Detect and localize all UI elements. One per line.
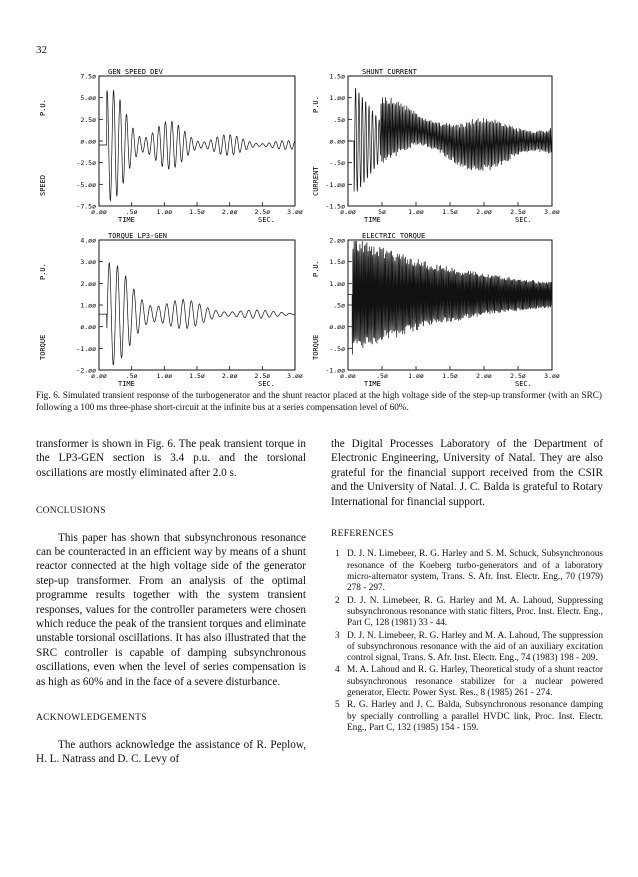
- signal-trace: [348, 88, 552, 192]
- y-tick-label: -2.øø: [76, 366, 96, 375]
- x-tick-label: ø.øø: [91, 208, 107, 216]
- reference-text: D. J. N. Limebeer, R. G. Harley and M. A. Lahoud, The suppression of subsynchronous resonance with the aid of an auxiliary excitation control signal, Trans. S. Afr. Inst. Electr. Eng., 74 (1983) 198 - 209.: [347, 630, 603, 664]
- ylabel-top: P.U.: [312, 96, 320, 113]
- conclusions-heading: CONCLUSIONS: [36, 506, 106, 517]
- plot-shunt-current-svg: [310, 68, 602, 223]
- x-tick-label: 2.5ø: [254, 208, 271, 216]
- x-ticks: [340, 366, 560, 380]
- reference-number: 3: [335, 630, 340, 641]
- plot-gen-speed-dev-svg: [36, 68, 306, 223]
- y-tick-label: ø.øø: [80, 137, 96, 146]
- intro-paragraph: transformer is shown in Fig. 6. The peak transient torque in the LP3-GEN section is 3.4 p.u. and the torsional oscillations are mostly eliminated after 2.0 s.: [36, 438, 306, 479]
- reference-text: D. J. N. Limebeer, R. G. Harley and M. A. Lahoud, Suppressing subsynchronous resonance with static filters, Proc. Inst. Electr. Eng., Part C, 128 (1981) 33 - 44.: [347, 595, 603, 629]
- xlabel-sec: SEC.: [515, 380, 532, 388]
- plot-title: ELECTRIC TORQUE: [362, 232, 426, 240]
- x-tick-label: 1.5ø: [189, 372, 205, 380]
- x-tick-label: 2.øø: [476, 372, 492, 380]
- ylabel-bottom: SPEED: [39, 174, 47, 196]
- plot-shunt-current: [310, 68, 602, 223]
- signal-trace: [99, 263, 295, 365]
- x-tick-label: ø.øø: [340, 372, 356, 380]
- x-tick-label: 2.øø: [221, 208, 238, 216]
- ylabel-top: P.U.: [39, 263, 47, 280]
- y-tick-label: -1.øø: [325, 366, 345, 375]
- reference-number: 1: [335, 549, 340, 560]
- y-tick-label: 3.øø: [80, 258, 96, 267]
- x-tick-label: 1.øø: [156, 208, 173, 216]
- ylabel-bottom: TORQUE: [39, 334, 47, 360]
- x-tick-label: 2.øø: [476, 208, 492, 216]
- left-column: [36, 437, 306, 766]
- reference-text: R. G. Harley and J. C. Balda, Subsynchronous resonance damping by specially controlling a parallel HVDC link, Proc. Inst. Electr. Eng., Part C, 132 (1985) 154 - 159.: [347, 700, 603, 733]
- plot-gen-speed-dev: [36, 68, 306, 223]
- reference-item: [331, 549, 603, 594]
- signal-trace: [99, 91, 295, 201]
- x-tick-label: 1.øø: [156, 372, 173, 380]
- reference-number: 2: [335, 595, 340, 606]
- reference-number: 5: [335, 700, 340, 711]
- plot-torque-lp3-gen-svg: [36, 232, 306, 387]
- y-tick-label: ø.øø: [329, 137, 345, 146]
- right-column: [331, 437, 603, 735]
- reference-item: [331, 665, 603, 699]
- x-tick-label: 2.5ø: [254, 372, 271, 380]
- y-tick-label: ø.øø: [80, 323, 96, 332]
- plot-frame: [99, 240, 295, 370]
- y-tick-label: 2.øø: [80, 279, 96, 288]
- x-tick-label: 2.øø: [221, 372, 238, 380]
- y-tick-label: -7.5ø: [76, 202, 96, 211]
- plot-title: SHUNT CURRENT: [362, 68, 417, 76]
- x-tick-label: 1.5ø: [442, 372, 458, 380]
- x-tick-label: .5ø: [376, 372, 388, 380]
- reference-number: 4: [335, 665, 340, 676]
- reference-item: [331, 631, 603, 665]
- references-heading: REFERENCES: [331, 529, 394, 540]
- xlabel-time: TIME: [364, 216, 381, 224]
- y-tick-label: -.5ø: [329, 159, 345, 168]
- xlabel-sec: SEC.: [258, 380, 275, 388]
- ylabel-top: P.U.: [39, 99, 47, 116]
- x-tick-label: 5ø: [378, 208, 386, 216]
- y-tick-label: 4.øø: [80, 236, 96, 245]
- xlabel-time: TIME: [364, 380, 381, 388]
- y-tick-label: 1.5ø: [329, 72, 345, 81]
- reference-text: M. A. Lahoud and R. G. Harley, Theoretical study of a shunt reactor subsynchronous resonance stabilizer for a nuclear powered generator, Electr. Power Syst. Res., 8 (1985) 261 - 274.: [347, 665, 603, 698]
- page-number: 32: [36, 44, 47, 56]
- x-tick-label: 1.øø: [408, 372, 424, 380]
- x-tick-label: 2.5ø: [510, 372, 526, 380]
- ylabel-bottom: TORQUE: [312, 334, 320, 360]
- xlabel-time: TIME: [118, 380, 135, 388]
- x-tick-label: .5ø: [125, 208, 138, 216]
- y-tick-label: -2.5ø: [76, 159, 96, 168]
- xlabel-sec: SEC.: [258, 216, 275, 224]
- reference-text: D. J. N. Limebeer, R. G. Harley and S. M. Schuck, Subsynchronous resonance of the Koeberg turbo-generators and of a laboratory micro-alternator system, Trans. S. Afr. Inst. Electr. Eng., 70 (1979) 278 - 297.: [347, 549, 603, 594]
- x-tick-label: 3.øø: [544, 208, 560, 216]
- y-tick-label: 1.5ø: [329, 258, 345, 267]
- y-tick-label: 2.øø: [329, 236, 345, 245]
- xlabel-sec: SEC.: [515, 216, 532, 224]
- x-tick-label: 1.øø: [408, 208, 424, 216]
- references-list: [331, 549, 603, 734]
- reference-item: [331, 596, 603, 630]
- acknowledgements-paragraph: The authors acknowledge the assistance of R. Peplow, H. L. Natrass and D. C. Levy of: [36, 738, 306, 765]
- acknowledgements-continued: the Digital Processes Laboratory of the Department of Electronic Engineering, University of Natal. They are also grateful for the financial support received from the CSIR and the University of Natal. J. C. Balda is grateful to Rotary International for financial support.: [331, 438, 603, 508]
- x-tick-label: 1.5ø: [189, 208, 205, 216]
- figure-caption: Fig. 6. Simulated transient response of the turbogenerator and the shunt reactor placed at the high voltage side of the step-up transformer (with an SRC) following a 100 ms three-phase short-circuit at the infinite bus at a series compensation level of 60%.: [36, 390, 602, 412]
- x-tick-label: .5ø: [125, 372, 138, 380]
- plot-torque-lp3-gen: [36, 232, 306, 387]
- plot-title: GEN SPEED DEV: [108, 68, 163, 76]
- y-tick-label: 1.øø: [329, 279, 345, 288]
- x-tick-label: 3.øø: [544, 372, 560, 380]
- y-tick-label: 1.øø: [80, 301, 96, 310]
- x-ticks: [91, 366, 303, 380]
- x-tick-label: 3.øø: [287, 372, 303, 380]
- y-tick-label: -1.øø: [325, 180, 345, 189]
- y-tick-label: 5.øø: [80, 94, 96, 103]
- y-tick-label: -.5ø: [329, 344, 345, 353]
- y-tick-label: 2.5ø: [80, 115, 96, 124]
- x-tick-label: ø.øø: [91, 372, 107, 380]
- x-ticks: [91, 202, 303, 216]
- y-tick-label: -1.øø: [76, 344, 96, 353]
- y-tick-label: .5ø: [333, 301, 345, 310]
- x-tick-label: 3.øø: [287, 208, 303, 216]
- y-tick-label: .5ø: [333, 115, 345, 124]
- xlabel-time: TIME: [118, 216, 135, 224]
- plot-electric-torque-svg: [310, 232, 602, 387]
- plot-title: TORQUE LP3-GEN: [108, 232, 168, 240]
- ylabel-bottom: CURRENT: [312, 166, 320, 196]
- ylabel-top: P.U.: [312, 260, 320, 277]
- x-tick-label: 1.5ø: [442, 208, 458, 216]
- x-ticks: [340, 202, 560, 216]
- x-tick-label: ø.øø: [340, 208, 356, 216]
- signal-trace: [348, 241, 552, 355]
- conclusions-paragraph: This paper has shown that subsynchronous resonance can be counteracted in an efficient way by means of a shunt reactor connected at the high voltage side of the generator step-up transformer. From an analysis of the optimal programme results together with the system transient responses, values for the controller parameters were chosen which reduce the peak of the transient torques and eliminate unstable torsional oscillations. It has also illustrated that the SRC controller is capable of damping subsynchronous oscillations, even when the level of series compensation is as high as 60% and in the face of a severe disturbance.: [36, 531, 306, 688]
- y-tick-label: 1.øø: [329, 94, 345, 103]
- reference-item: [331, 700, 603, 734]
- y-tick-label: -5.øø: [76, 180, 96, 189]
- x-tick-label: 2.5ø: [510, 208, 526, 216]
- plot-frame: [99, 76, 295, 206]
- y-tick-label: 7.5ø: [80, 72, 96, 81]
- y-tick-label: -1.5ø: [325, 202, 345, 211]
- plot-electric-torque: [310, 232, 602, 387]
- acknowledgements-heading: ACKNOWLEDGEMENTS: [36, 713, 147, 724]
- y-tick-label: ø.øø: [329, 323, 345, 332]
